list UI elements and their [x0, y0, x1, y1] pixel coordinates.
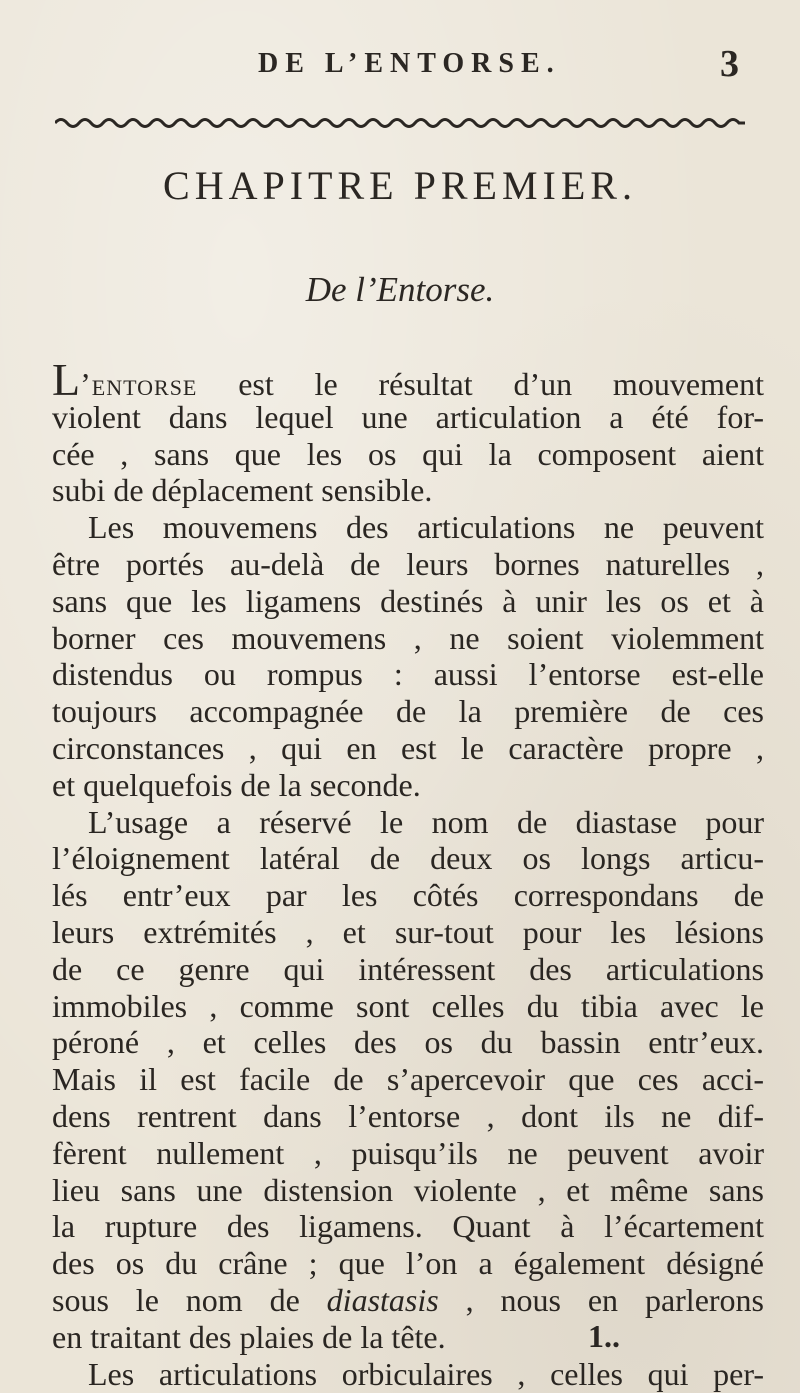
small-caps-word: ’entorse [80, 366, 198, 402]
text-line: subi de déplacement sensible. [52, 472, 433, 509]
catchword: 1.. [588, 1318, 620, 1354]
text-line: en traitant des plaies de la tête. [52, 1318, 446, 1355]
section-title: De l’Entorse. [305, 270, 495, 309]
body-text [52, 354, 764, 1392]
text-line: Mais il est facile de s’apercevoir que ces acci- [52, 1061, 764, 1098]
page-number: 3 [720, 43, 739, 85]
text-line: être portés au-delà de leurs bornes naturelles , [52, 545, 764, 582]
text-line: lieu sans une distension violente , et même sans [52, 1171, 764, 1208]
chapter-title: CHAPITRE PREMIER. [163, 163, 637, 208]
drop-cap: L [52, 354, 81, 405]
text-line: dens rentrent dans l’entorse , dont ils ne dif- [52, 1097, 764, 1134]
text-line: lés entr’eux par les côtés correspondans de [52, 877, 764, 914]
text-line: de ce genre qui intéressent des articulations [52, 950, 764, 987]
line-text: , nous en parlerons [438, 1281, 764, 1318]
text-line: l’éloignement latéral de deux os longs articu- [52, 840, 764, 877]
text-line: péroné , et celles des os du bassin entr’eux. [52, 1024, 764, 1061]
text-line: leurs extrémités , et sur-tout pour les lésions [52, 913, 764, 950]
text-line: L’usage a réservé le nom de diastase pour [88, 803, 764, 840]
running-head [0, 43, 800, 88]
text-line: borner ces mouvemens , ne soient violemment [52, 619, 764, 656]
text-line: toujours accompagnée de la première de ces [52, 693, 764, 730]
text-line: sans que les ligamens destinés à unir les os et à [52, 582, 764, 619]
text-line: immobiles , comme sont celles du tibia avec le [52, 987, 764, 1024]
ornamental-rule [55, 116, 745, 130]
line-text: est le résultat d’un mouvement [197, 366, 764, 402]
text-line: distendus ou rompus : aussi l’entorse est-elle [52, 656, 764, 693]
text-line: Les mouvemens des articulations ne peuvent [88, 509, 764, 546]
running-title: DE L’ENTORSE. [258, 48, 561, 79]
text-line: fèrent nullement , puisqu’ils ne peuvent avoir [52, 1134, 764, 1171]
line-text: sous le nom de [52, 1281, 327, 1318]
text-line: violent dans lequel une articulation a été for- [52, 398, 764, 435]
text-line [52, 1282, 764, 1319]
text-line: Les articulations orbiculaires , celles qui per- [88, 1355, 764, 1392]
text-line: cée , sans que les os qui la composent aient [52, 435, 764, 472]
text-line: et quelquefois de la seconde. [52, 766, 421, 803]
text-line: circonstances , qui en est le caractère propre , [52, 729, 764, 766]
text-line [52, 354, 764, 405]
italic-term: diastasis [326, 1281, 439, 1318]
text-line: des os du crâne ; que l’on a également désigné [52, 1245, 764, 1282]
text-line: la rupture des ligamens. Quant à l’écartement [52, 1208, 764, 1245]
